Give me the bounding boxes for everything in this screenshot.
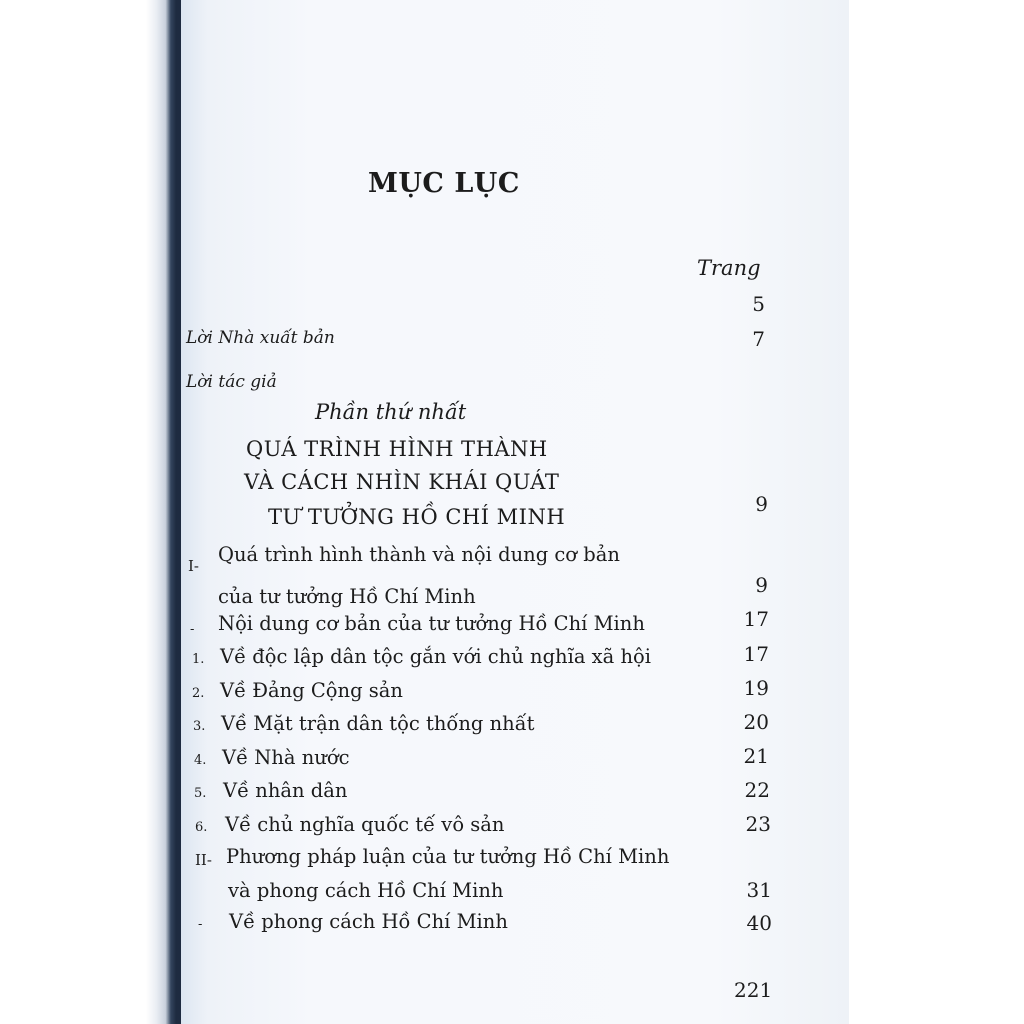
entry-title: Về Đảng Cộng sản: [220, 679, 403, 702]
entry-page-number: 21: [743, 744, 769, 768]
front-item-author-note: Lời tác giả: [186, 372, 277, 392]
part-title-line: QUÁ TRÌNH HÌNH THÀNH: [246, 437, 548, 461]
entry-title: Về phong cách Hồ Chí Minh: [229, 910, 508, 933]
entry-number: -: [190, 622, 195, 637]
entry-number: 2.: [192, 686, 205, 701]
entry-page-number: 20: [743, 710, 769, 734]
entry-number: 3.: [193, 719, 206, 734]
entry-title-line: Quá trình hình thành và nội dung cơ bản: [218, 543, 620, 566]
entry-number: II-: [195, 851, 212, 869]
entry-number: 4.: [194, 753, 207, 768]
front-item-publisher-note: Lời Nhà xuất bản: [186, 328, 335, 348]
entry-page-number: 23: [745, 812, 771, 836]
entry-page-number: 22: [744, 778, 770, 802]
entry-title: Nội dung cơ bản của tư tưởng Hồ Chí Minh: [218, 612, 645, 635]
front-page-number: 7: [752, 327, 765, 351]
book-spine-shadow: [0, 0, 178, 1024]
part-page-number: 9: [755, 492, 768, 516]
front-page-number: 5: [752, 292, 765, 316]
page-title: MỤC LỤC: [368, 168, 520, 199]
entry-title: Về Nhà nước: [222, 746, 350, 769]
entry-title-line: Phương pháp luận của tư tưởng Hồ Chí Minh: [226, 845, 670, 868]
entry-page-number: 17: [743, 642, 769, 666]
entry-page-number: 9: [755, 573, 768, 597]
part-title-line: VÀ CÁCH NHÌN KHÁI QUÁT: [244, 470, 560, 494]
outer-margin: [849, 0, 1024, 1024]
entry-title: Về nhân dân: [223, 779, 348, 802]
entry-page-number: 19: [743, 676, 769, 700]
entry-number: 6.: [195, 820, 208, 835]
entry-title-line: của tư tưởng Hồ Chí Minh: [218, 585, 476, 608]
entry-number: 1.: [192, 652, 205, 667]
entry-title-line: và phong cách Hồ Chí Minh: [228, 879, 504, 902]
entry-number: 5.: [194, 786, 207, 801]
page-folio-number: 221: [734, 978, 773, 1002]
entry-number: I-: [188, 557, 199, 575]
entry-page-number: 31: [746, 878, 772, 902]
entry-title: Về Mặt trận dân tộc thống nhất: [221, 712, 535, 735]
entry-page-number: 40: [746, 911, 772, 935]
entry-title: Về độc lập dân tộc gắn với chủ nghĩa xã hội: [220, 645, 652, 668]
part-label: Phần thứ nhất: [315, 400, 467, 424]
part-title-line: TƯ TƯỞNG HỒ CHÍ MINH: [268, 505, 566, 529]
entry-number: -: [198, 917, 203, 932]
page-column-header: Trang: [697, 256, 761, 280]
entry-title: Về chủ nghĩa quốc tế vô sản: [225, 813, 505, 836]
entry-page-number: 17: [743, 607, 769, 631]
